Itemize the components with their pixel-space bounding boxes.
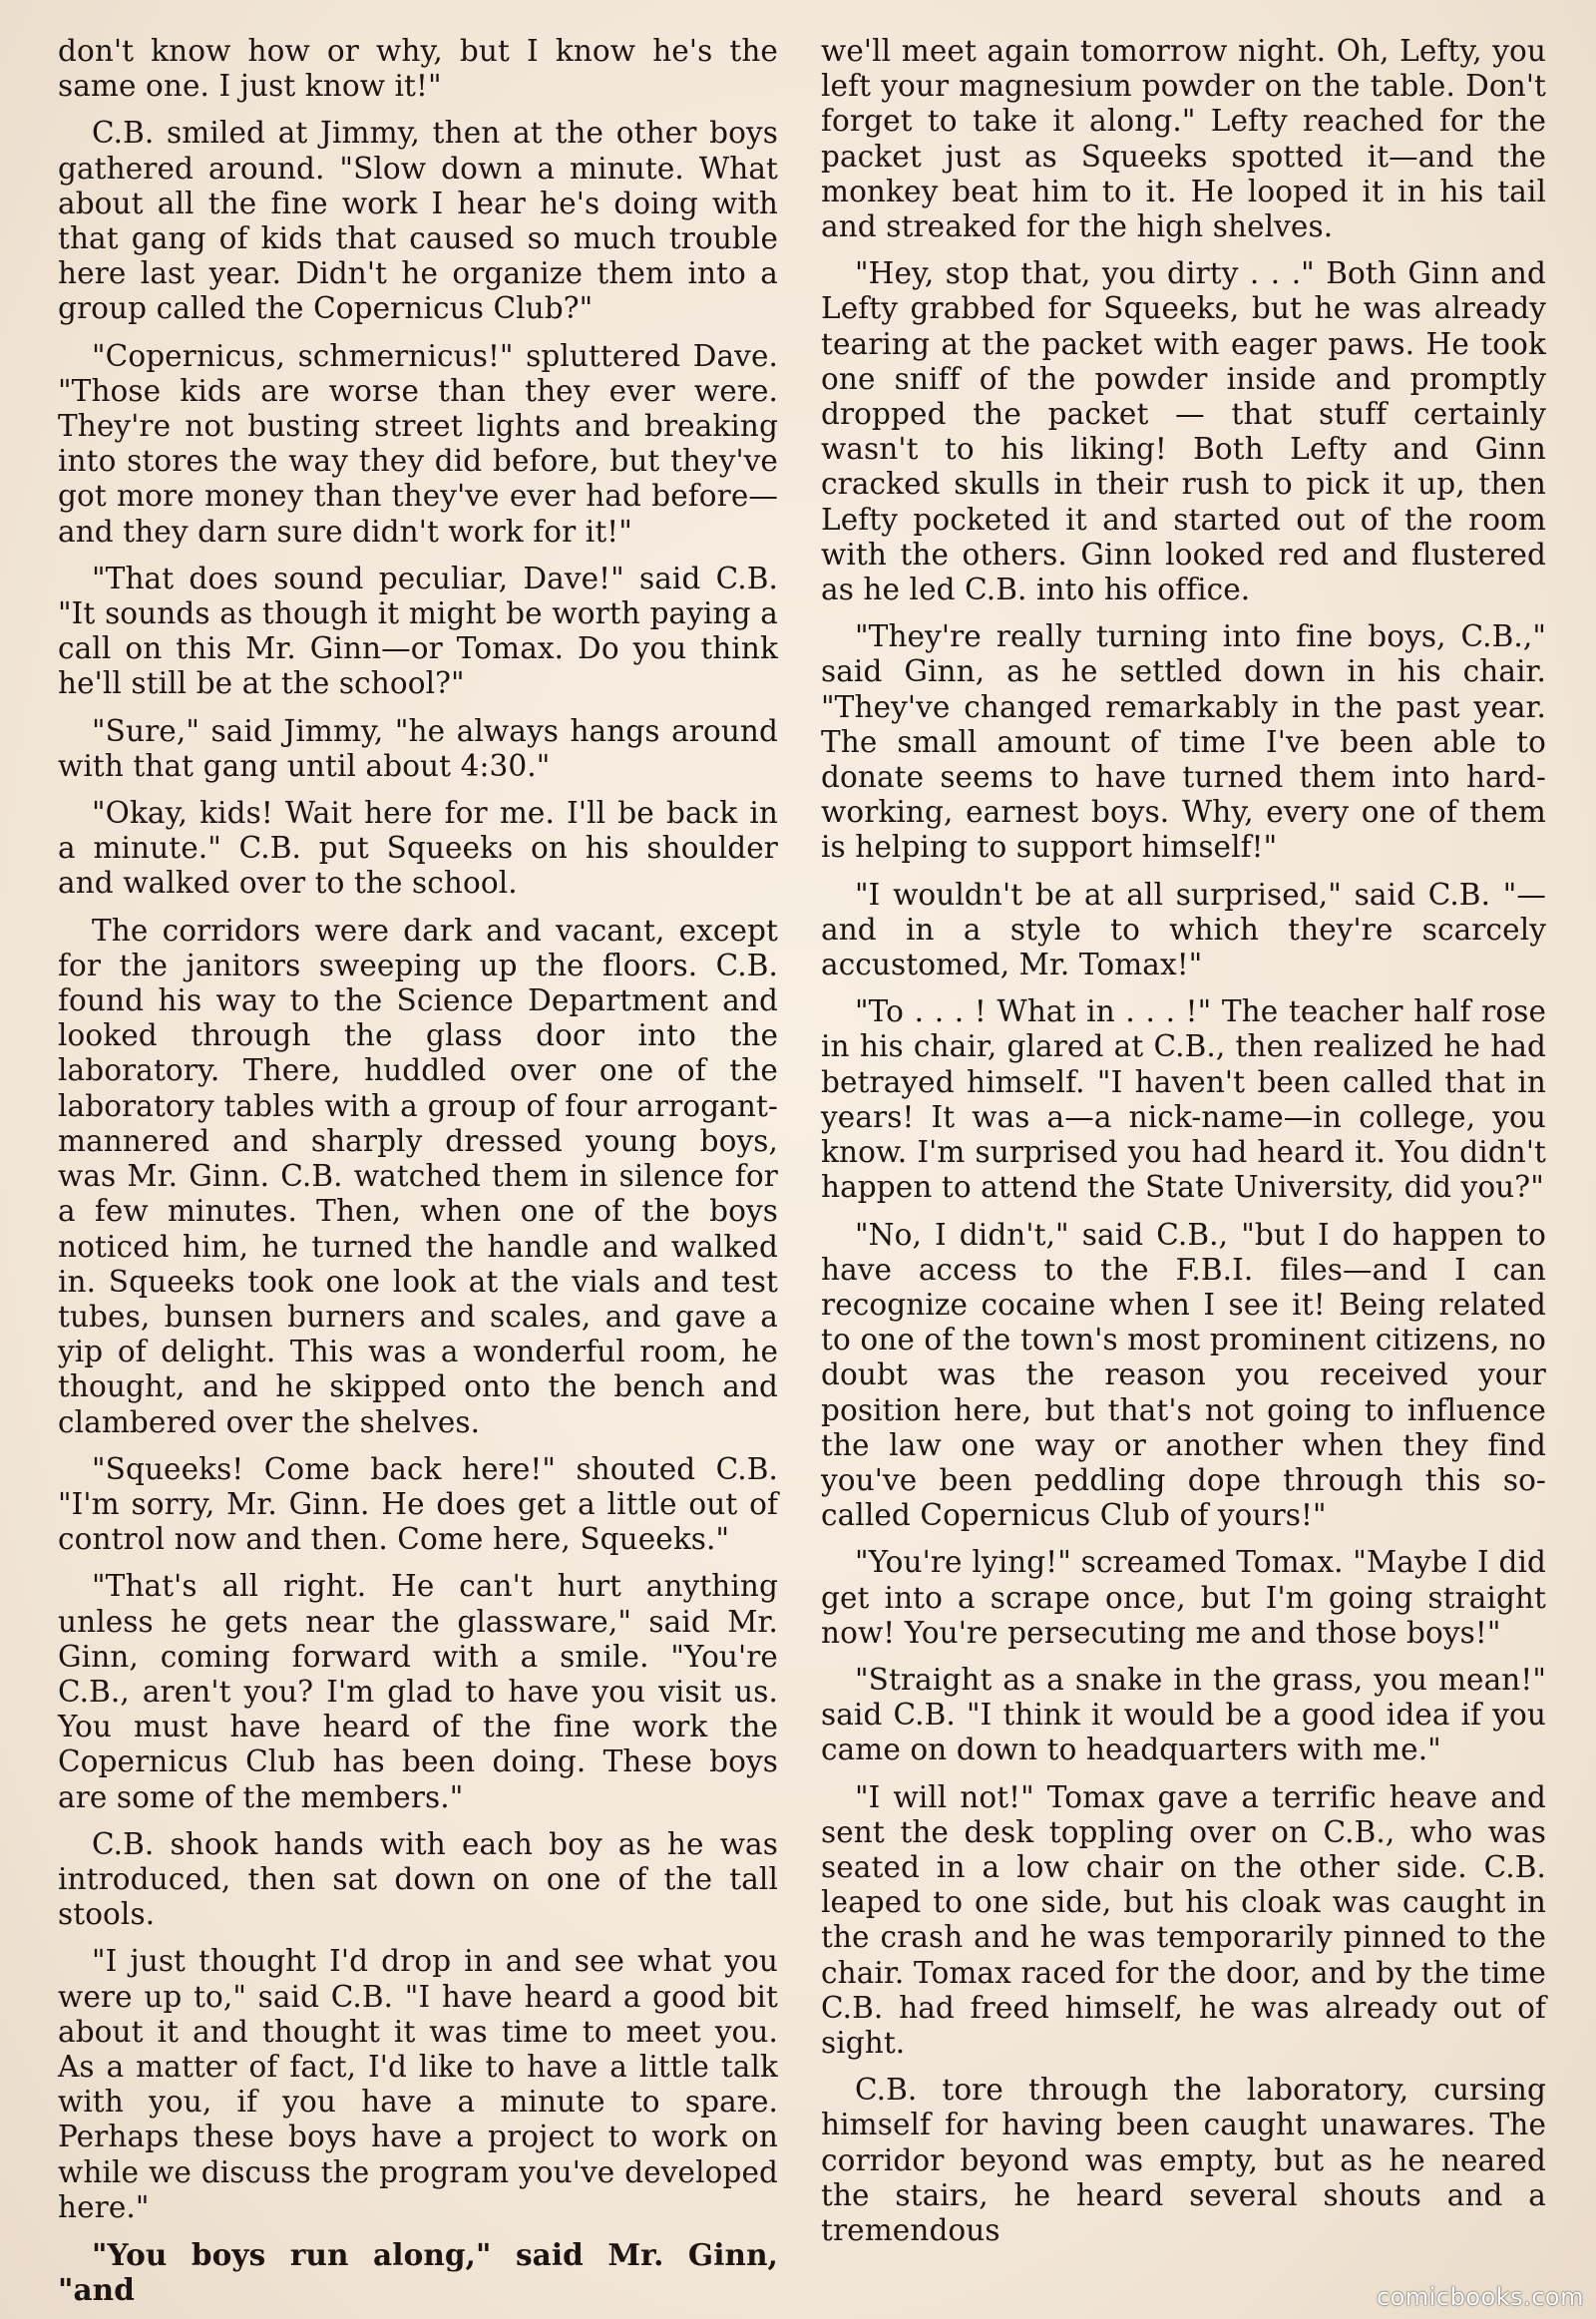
paragraph: "No, I didn't," said C.B., "but I do happen to have access to the F.B.I. files—and I can recognize cocaine when I see it! Being related to one of the town's most prominent citizens, no doubt was the reason you received your position here, but that's not going to influence the law one way or another when they find you've been peddling dope through this so-called Copernicus Club of yours!" <box>821 1217 1546 1533</box>
paragraph: C.B. smiled at Jimmy, then at the other boys gathered around. "Slow down a minute. What about all the fine work I hear he's doing with that gang of kids that caused so much trouble here last year. Didn't he organize them into a group called the Copernicus Club?" <box>58 116 778 326</box>
paragraph: C.B. tore through the laboratory, cursing himself for having been caught unawares. The corridor beyond was empty, but as he neared the stairs, he heard several shouts and a tremendous <box>821 2073 1546 2247</box>
paragraph: "That does sound peculiar, Dave!" said C.B. "It sounds as though it might be worth paying a call on this Mr. Ginn—or Tomax. Do you think he'll still be at the school?" <box>58 561 778 701</box>
paragraph: "Sure," said Jimmy, "he always hangs around with that gang until about 4:30." <box>58 713 778 783</box>
paragraph: "I wouldn't be at all surprised," said C.B. "—and in a style to which they're scarcely accustomed, Mr. Tomax!" <box>821 877 1546 982</box>
paragraph: "To . . . ! What in . . . !" The teacher half rose in his chair, glared at C.B., then realized he had betrayed himself. "I haven't been called that in years! It was a—a nick-name—in college, you know. I'm surprised you had heard it. You didn't happen to attend the State University, did you?" <box>821 994 1546 1205</box>
paragraph: "They're really turning into fine boys, C.B.," said Ginn, as he settled down in his chair. "They've changed remarkably in the past year. The small amount of time I've been able to donate seems to have turned them into hard-working, earnest boys. Why, every one of them is helping to support himself!" <box>821 619 1546 865</box>
paragraph: "You're lying!" screamed Tomax. "Maybe I did get into a scrape once, but I'm going straight now! You're persecuting me and those boys!" <box>821 1545 1546 1650</box>
paragraph: "Squeeks! Come back here!" shouted C.B. "I'm sorry, Mr. Ginn. He does get a little out of control now and then. Come here, Squeeks." <box>58 1451 778 1557</box>
paragraph: C.B. shook hands with each boy as he was introduced, then sat down on one of the tall stools. <box>58 1826 778 1932</box>
paragraph: "Copernicus, schmernicus!" spluttered Dave. "Those kids are worse than they ever were. They're not busting street lights and breaking into stores the way they did before, but they've got more money than they've ever had before—and they darn sure didn't work for it!" <box>58 338 778 549</box>
site-watermark: comicbooks.com <box>1376 2283 1584 2311</box>
left-text-column <box>58 34 778 2319</box>
paragraph: "Straight as a snake in the grass, you mean!" said C.B. "I think it would be a good idea if you came on down to headquarters with me." <box>821 1662 1546 1767</box>
paragraph: don't know how or why, but I know he's the same one. I just know it!" <box>58 34 778 104</box>
paragraph: The corridors were dark and vacant, except for the janitors sweeping up the floors. C.B. found his way to the Science Department and looked through the glass door into the laboratory. There, huddled over one of the laboratory tables with a group of four arrogant-mannered and sharply dressed young boys, was Mr. Ginn. C.B. watched them in silence for a few minutes. Then, when one of the boys noticed him, he turned the handle and walked in. Squeeks took one look at the vials and test tubes, bunsen burners and scales, and gave a yip of delight. This was a wonderful room, he thought, and he skipped onto the bench and clambered over the shelves. <box>58 913 778 1439</box>
paragraph: "That's all right. He can't hurt anything unless he gets near the glassware," said Mr. Ginn, coming forward with a smile. "You're C.B., aren't you? I'm glad to have you visit us. You must have heard of the fine work the Copernicus Club has been doing. These boys are some of the members." <box>58 1569 778 1814</box>
paragraph: "You boys run along," said Mr. Ginn, "and <box>58 2236 778 2308</box>
paragraph: "I will not!" Tomax gave a terrific heave and sent the desk toppling over on C.B., who was seated in a low chair on the other side. C.B. leaped to one side, but his cloak was caught in the crash and he was temporarily pinned to the chair. Tomax raced for the door, and by the time C.B. had freed himself, he was already out of sight. <box>821 1779 1546 2060</box>
paragraph: "Okay, kids! Wait here for me. I'll be back in a minute." C.B. put Squeeks on his shoulder and walked over to the school. <box>58 796 778 901</box>
paragraph: we'll meet again tomorrow night. Oh, Lefty, you left your magnesium powder on the table. Don't forget to take it along." Lefty reached for the packet just as Squeeks spotted it—and the monkey beat him to it. He looped it in his tail and streaked for the high shelves. <box>821 34 1546 244</box>
right-text-column <box>821 34 1546 2260</box>
paragraph: "I just thought I'd drop in and see what you were up to," said C.B. "I have heard a good bit about it and thought it was time to meet you. As a matter of fact, I'd like to have a little talk with you, if you have a minute to spare. Perhaps these boys have a project to work on while we discuss the program you've developed here." <box>58 1944 778 2224</box>
paragraph: "Hey, stop that, you dirty . . ." Both Ginn and Lefty grabbed for Squeeks, but he was already tearing at the packet with eager paws. He took one sniff of the powder inside and promptly dropped the packet — that stuff certainly wasn't to his liking! Both Lefty and Ginn cracked skulls in their rush to pick it up, then Lefty pocketed it and started out of the room with the others. Ginn looked red and flustered as he led C.B. into his office. <box>821 256 1546 607</box>
